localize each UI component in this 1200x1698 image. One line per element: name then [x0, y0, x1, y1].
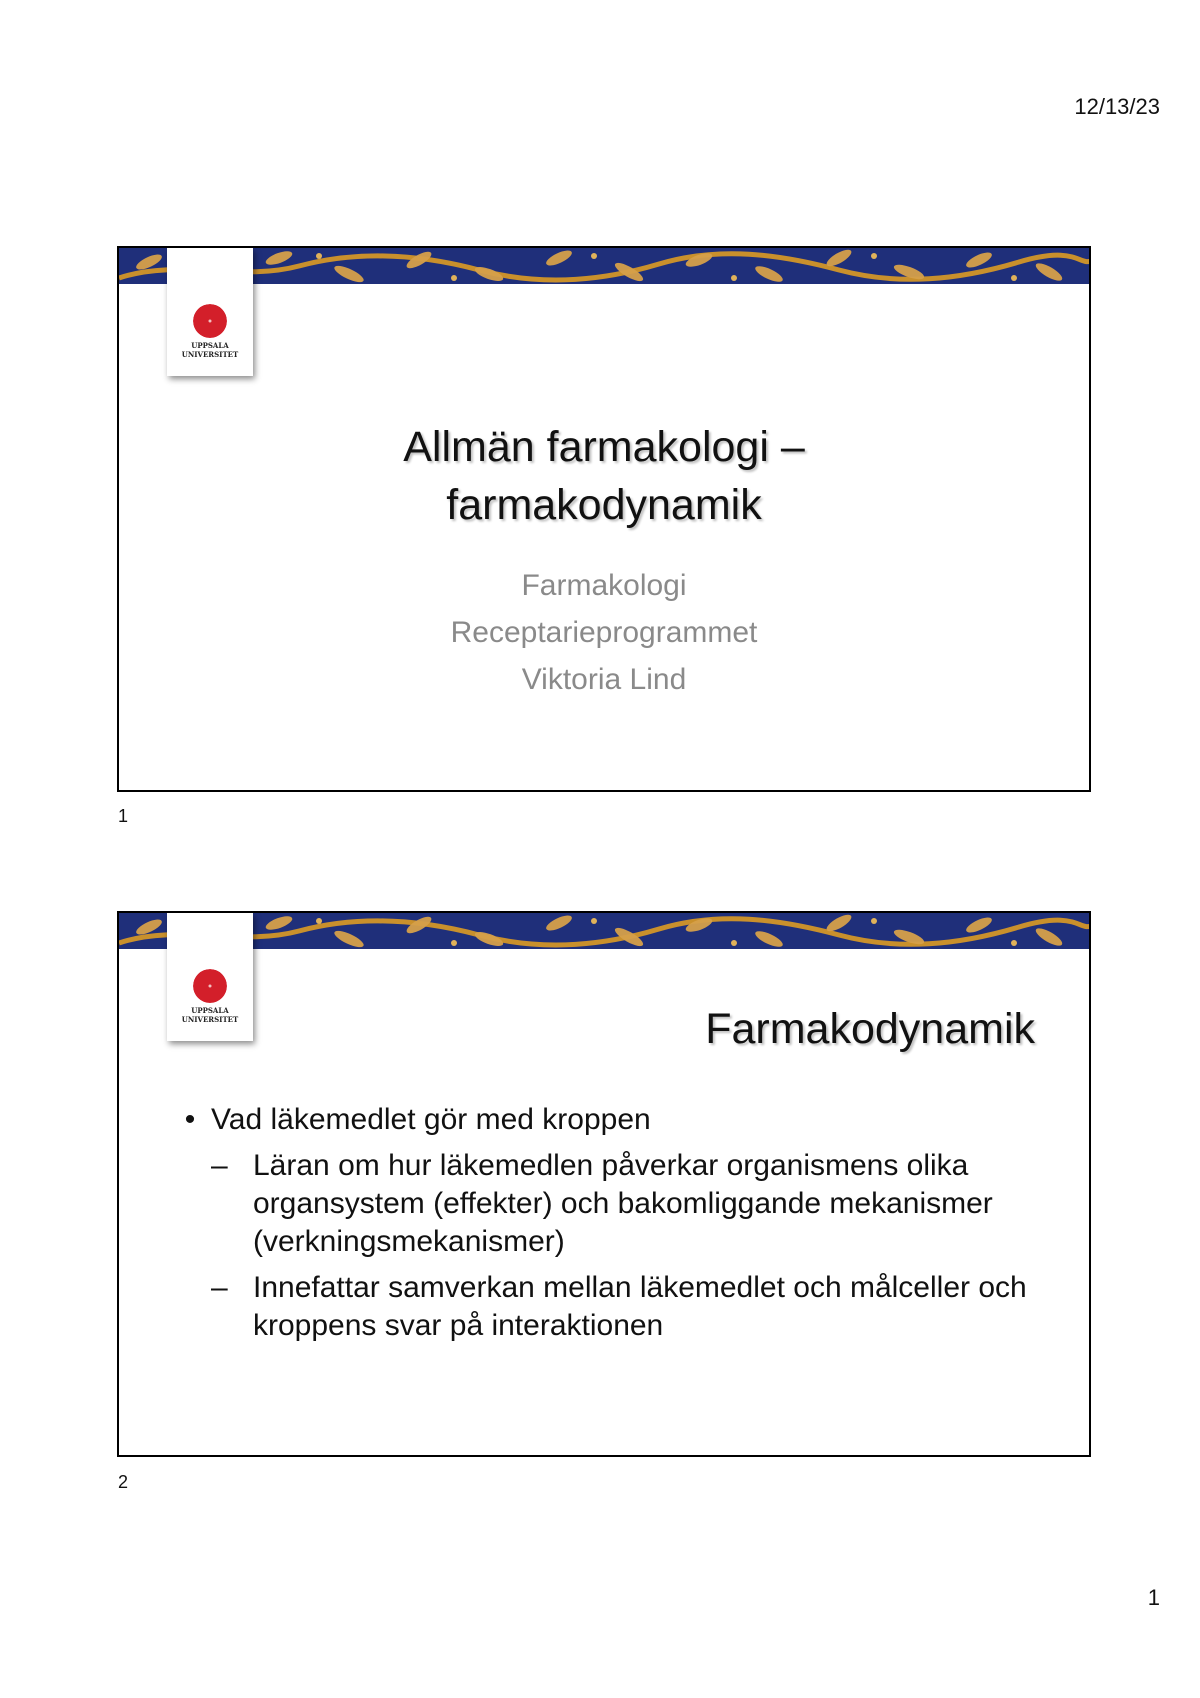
- decorative-banner: [119, 913, 1089, 949]
- slide-1-title-line-2: farmakodynamik: [446, 481, 762, 529]
- logo-line-2: UNIVERSITET: [181, 350, 239, 359]
- slide-number-2: 2: [118, 1472, 129, 1492]
- bullet-icon: •: [184, 1103, 196, 1136]
- dash-icon: –: [211, 1149, 228, 1182]
- dash-icon: –: [211, 1271, 228, 1304]
- subtitle-program: Receptarieprogrammet: [450, 616, 758, 649]
- slide-2: [117, 911, 1091, 1457]
- slide-2-title: Farmakodynamik: [705, 1005, 1035, 1053]
- page-number: 1: [1147, 1585, 1160, 1610]
- slide-number-1: 1: [118, 806, 129, 826]
- sub-bullet-text: Läran om hur läkemedlen påverkar organismens olika organsystem (effekter) och bakomliggande mekanismer (verkningsmekanismer): [253, 1149, 993, 1258]
- slide-1: [117, 246, 1091, 792]
- sub-bullet-text: Innefattar samverkan mellan läkemedlet och målceller och kroppens svar på interaktionen: [253, 1271, 1027, 1342]
- slide-1-subtitle: [119, 562, 1089, 703]
- slide-1-title: [119, 418, 1089, 534]
- logo-line-2: UNIVERSITET: [181, 1015, 239, 1024]
- university-seal-icon: [193, 304, 227, 338]
- page-date: 12/13/23: [1074, 94, 1160, 119]
- list-item: [169, 1101, 1039, 1139]
- sub-list-item: [211, 1269, 1039, 1345]
- slide-1-title-line-1: Allmän farmakologi –: [403, 423, 805, 471]
- decorative-banner: [119, 248, 1089, 284]
- subtitle-course: Farmakologi: [521, 569, 687, 602]
- bullet-list: [169, 1101, 1039, 1345]
- subtitle-author: Viktoria Lind: [521, 663, 687, 696]
- bullet-text: Vad läkemedlet gör med kroppen: [211, 1103, 651, 1136]
- logo-line-1: UPPSALA: [191, 341, 229, 350]
- university-seal-icon: [193, 969, 227, 1003]
- uppsala-logo: [167, 913, 253, 1041]
- uppsala-logo: [167, 248, 253, 376]
- logo-line-1: UPPSALA: [191, 1006, 229, 1015]
- sub-list-item: [211, 1147, 1039, 1261]
